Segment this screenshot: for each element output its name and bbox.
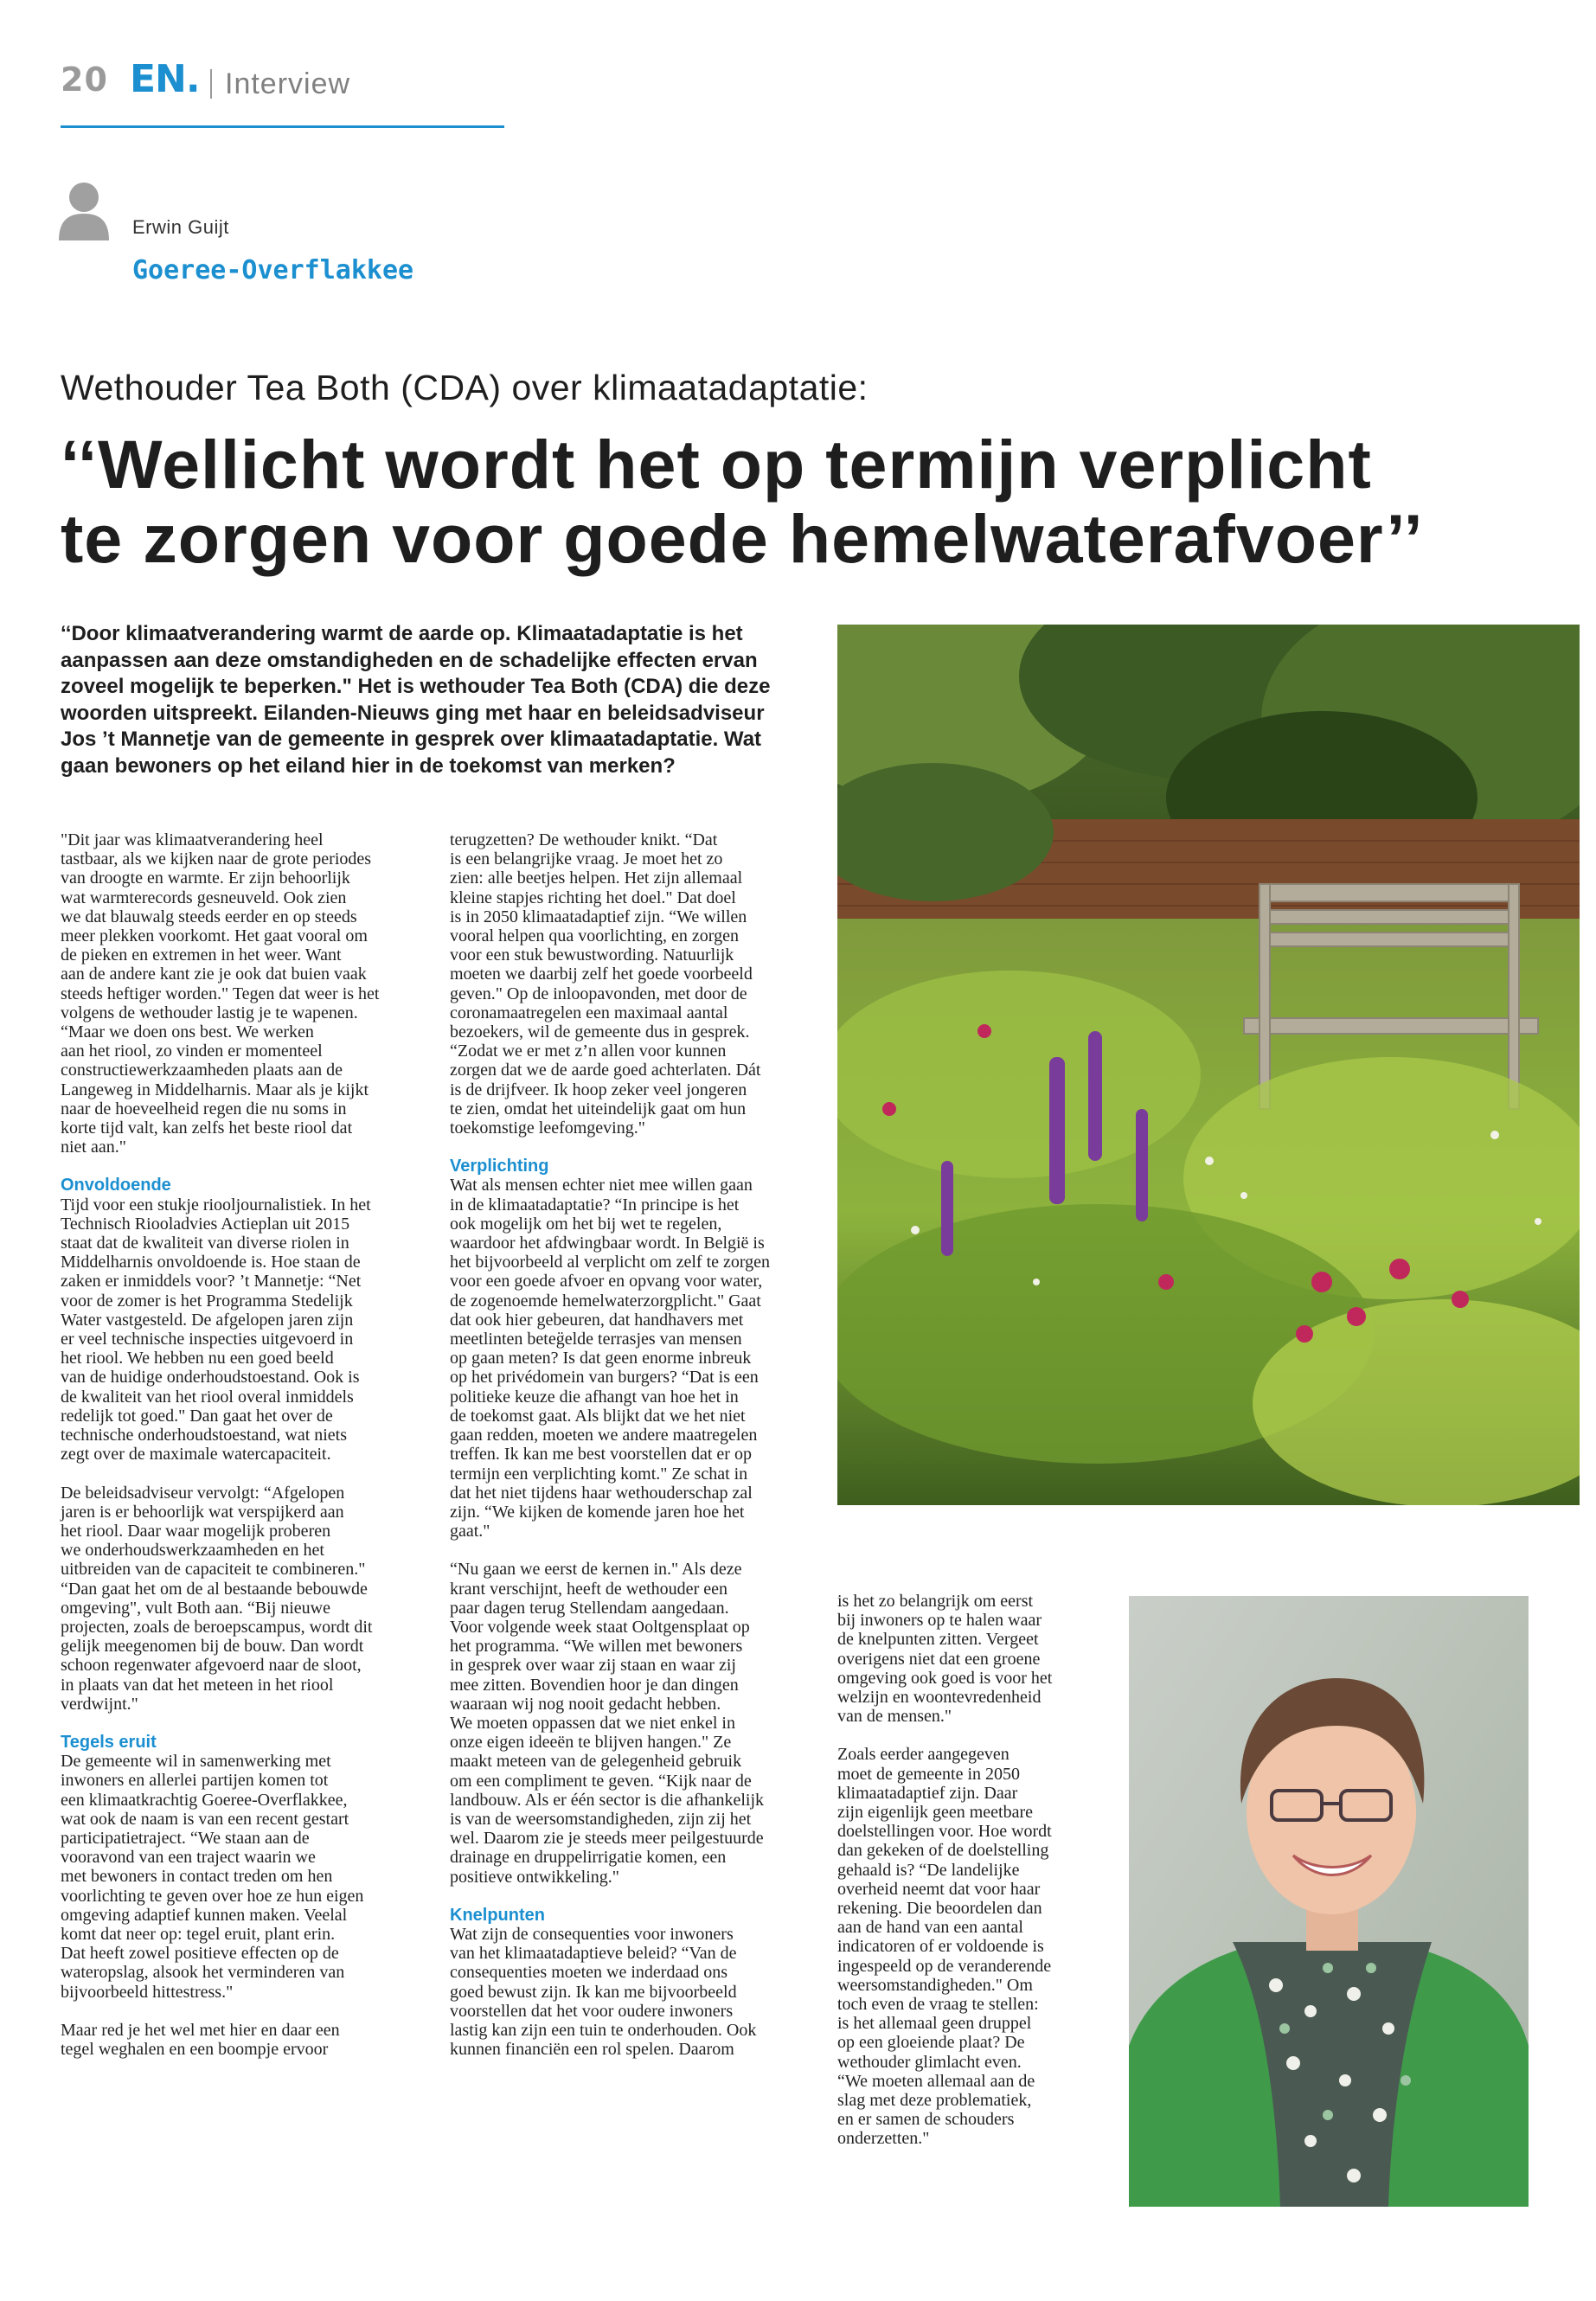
text-line: voor een goede afvoer en opvang voor water, [450,1272,763,1292]
text-line: we dat blauwalg steeds eerder en op steeds [61,907,357,926]
text-line: voor de zomer is het Programma Stedelijk [61,1291,353,1311]
text-line: zaken er inmiddels voor? ’t Mannetje: “Net [61,1272,362,1292]
subheading: Tegels eruit [61,1732,157,1752]
text-line: steeds heftiger worden." Tegen dat weer is het [61,984,380,1003]
text-line: de knelpunten zitten. Vergeet [837,1630,1039,1650]
text-line: maakt meteen van de gelegenheid gebruik [450,1752,742,1772]
paragraph [837,1745,1123,2148]
text-line: technische onderhoudstoestand, wat niets [61,1426,348,1445]
text-line: wat warmterecords gesneuveld. Ook zien [61,888,347,907]
text-line: te zien, omdat het uiteindelijk gaat om hun [450,1099,747,1118]
text-line: klimaatadaptief zijn. Daar [837,1783,1018,1803]
text-line: bij inwoners op te halen waar [837,1611,1042,1631]
text-line: moet de gemeente in 2050 [837,1764,1021,1784]
text-line: Wat zijn de consequenties voor inwoners [450,1924,734,1944]
text-line: Voor volgende week staat Ooltgensplaat op [450,1617,750,1637]
lead-line: zoveel mogelijk te beperken." Het is wethouder Tea Both (CDA) die deze [61,675,771,698]
text-line: van de mensen." [837,1707,952,1727]
text-line: meetlinten beteg̈elde terrasjes van mensen [450,1330,742,1349]
text-line: jaren is er behoorlijk wat verspijkerd aan [61,1502,344,1522]
person-icon [57,180,111,240]
author-name: Erwin Guijt [132,216,229,238]
text-line: toch even de vraag te stellen: [837,1995,1039,2015]
text-line: vooral helpen qua voorlichting, en zorgen [450,926,739,946]
text-line: omgeving", vult Both aan. “Bij nieuwe [61,1598,331,1618]
text-line: projecten, zoals de beroepscampus, wordt dit [61,1617,373,1637]
lead-line: ‘‘Door klimaatverandering warmt de aarde op. Klimaatadaptatie is het [61,622,743,645]
text-line: in de klimaatadaptatie? “In principe is het [450,1195,740,1215]
text-line: is van de weersomstandigheden, zijn zij het [450,1809,752,1829]
text-line: gehaald is? “De landelijke [837,1860,1020,1880]
text-line: aan de andere kant zie je ook dat buien vaak [61,965,367,984]
text-line: waaraan wij nog nooit gedacht hebben. [450,1694,721,1714]
text-line: Middelharnis onvoldoende is. Hoe staan de [61,1253,361,1272]
text-line: van het klimaatadaptieve beleid? “Van de [450,1944,737,1964]
text-line: Zoals eerder aangegeven [837,1745,1010,1765]
lead-line: woorden uitspreekt. Eilanden-Nieuws ging met haar en beleidsadviseur [61,701,765,725]
text-line: rekening. Die beoordelen dan [837,1899,1042,1919]
text-line: welzijn en woontevredenheid [837,1688,1042,1708]
text-line: meer plekken voorkomt. Het gaat vooral om [61,926,368,946]
text-line: Wat als mensen echter niet mee willen gaan [450,1176,753,1195]
lead-line: gaan bewoners op het eiland hier in de toekomst van merken? [61,753,676,778]
text-line: wethouder glimlacht even. [837,2052,1022,2072]
header-rule [61,125,504,128]
text-line: termijn een verplichting komt." Ze schat in [450,1464,748,1484]
text-line: constructiewerkzaamheden plaats aan de [61,1061,343,1080]
text-line: naar de hoeveelheid regen die nu soms in [61,1099,347,1118]
paragraph [61,1752,441,2002]
text-line: dat het niet tijdens haar wethouderschap zal [450,1483,753,1503]
text-line: zorgen dat we de aarde goed achterlaten. Dát [450,1061,761,1080]
text-line: dan gekeken of de doelstelling [837,1841,1049,1861]
article-column-3 [837,1592,1123,2168]
text-line: van de huidige onderhoudstoestand. Ook is [61,1368,360,1388]
paragraph [450,830,830,1138]
text-line: is een belangrijke vraag. Je moet het zo [450,849,723,869]
lead-line: aanpassen aan deze omstandigheden en de schadelijke effecten ervan [61,648,758,672]
text-line: onderzetten." [837,2129,930,2149]
text-line: Langeweg in Middelharnis. Maar als je kijkt [61,1080,369,1099]
headline-line: te zorgen voor goede hemelwaterafvoer’’ [61,500,1424,577]
text-line: overheid neemt dat voor haar [837,1879,1041,1899]
text-line: Maar red je het wel met hier en daar een [61,2020,340,2040]
text-line: politieke keuze die afhangt van hoe het in [450,1387,739,1407]
text-line: inwoners en allerlei partijen komen tot [61,1771,329,1791]
text-line: in plaats van dat het meteen in het riool [61,1675,334,1695]
text-line: aan de hand van een aantal [837,1918,1023,1938]
text-line: tegel weghalen en een boompje ervoor [61,2039,329,2059]
text-line: schoon regenwater afgevoerd naar de sloot, [61,1656,362,1676]
text-line: Technisch Riooladvies Actieplan uit 2015 [61,1214,350,1234]
lead-line: Jos ’t Mannetje van de gemeente in gesprek over klimaatadaptatie. Wat [61,727,762,751]
text-line: bezoekers, wil de gemeente dus in gesprek. [450,1022,750,1042]
paragraph [61,2021,441,2059]
section-label: Interview [225,67,351,100]
subheading: Onvoldoende [61,1176,171,1195]
text-line: zien: alle beetjes helpen. Het zijn allemaal [450,868,743,888]
text-line: zijn. “We kijken de komende jaren hoe het [450,1502,745,1522]
text-line: overigens niet dat een groene [837,1649,1041,1669]
paragraph [61,830,441,1157]
text-line: vooravond van een traject waarin we [61,1848,316,1868]
text-line: "Dit jaar was klimaatverandering heel [61,830,324,849]
text-line: is in 2050 klimaatadaptief zijn. “We willen [450,907,747,926]
text-line: treffen. Ik kan me best voorstellen dat er op [450,1445,752,1465]
newspaper-logo: EN. [130,57,200,101]
header-divider [210,69,212,99]
text-line: aan het riool, zo vinden er momenteel [61,1042,323,1061]
text-line: tastbaar, als we kijken naar de grote periodes [61,849,372,869]
text-line: voor een stuk bewustwording. Natuurlijk [450,945,734,965]
text-line: kleine stapjes richting het doel." Dat doel [450,888,736,907]
text-line: indicatoren of er voldoende is [837,1937,1044,1957]
article-headline [61,427,1531,576]
text-line: omgeving adaptief kunnen maken. Veelal [61,1905,348,1925]
text-line: op een gloeiende plaat? De [837,2033,1025,2053]
text-line: We moeten oppassen dat we niet enkel in [450,1713,735,1733]
text-line: weersomstandigheden." Om [837,1975,1033,1995]
text-line: op gaan meten? Is dat geen enorme inbreuk [450,1349,752,1368]
text-line: krant verschijnt, heeft de wethouder een [450,1579,727,1599]
text-line: “Dan gaat het om de al bestaande bebouwde [61,1579,368,1599]
text-line: toekomstige leefomgeving." [450,1118,645,1138]
text-line: op het privédomein van burgers? “Dat is een [450,1368,759,1388]
article-column-1 [61,830,441,2078]
text-line: coronamaatregelen een maximaal aantal [450,1003,728,1022]
text-line: wat ook de naam is van een recent gestart [61,1809,349,1829]
article-kicker: Wethouder Tea Both (CDA) over klimaatadaptatie: [61,368,869,407]
text-line: doelstellingen voor. Hoe wordt [837,1822,1052,1842]
author-region: Goeree-Overflakkee [132,255,414,285]
text-line: we onderhoudswerkzaamheden en het [61,1541,324,1561]
article-column-2 [450,830,830,2078]
text-line: de pieken en extremen in het weer. Want [61,945,342,965]
text-line: is de drijfveer. Ik hoop zeker veel jongeren [450,1080,747,1099]
text-line: mee zitten. Bovendien hoor je dan dingen [450,1675,739,1695]
subheading: Verplichting [450,1157,549,1176]
text-line: de zogenoemde hemelwaterzorgplicht." Gaat [450,1291,761,1311]
text-line: slag met deze problematiek, [837,2091,1032,2111]
text-line: het bijvoorbeeld al verplicht om zelf te zorgen [450,1253,771,1272]
text-line: is het zo belangrijk om eerst [837,1592,1034,1611]
text-line: onze eigen ideeën te blijven hangen." Ze [450,1733,732,1753]
text-line: landbouw. Als er één sector is die afhankelijk [450,1790,765,1810]
text-line: gaat." [450,1522,490,1541]
text-line: geven." Op de inloopavonden, met door de [450,984,747,1003]
text-line: “Nu gaan we eerst de kernen in." Als deze [450,1560,742,1580]
text-line: korte tijd valt, kan zelfs het beste riool dat [61,1118,353,1138]
text-line: “Maar we doen ons best. We werken [61,1022,314,1042]
text-line: er veel technische inspecties uitgevoerd in [61,1330,354,1349]
text-line: met bewoners in contact treden om hen [61,1867,333,1887]
text-line: participatietraject. “We staan aan de [61,1828,310,1848]
text-line: wateropslag, alsook het verminderen van [61,1963,345,1983]
text-line: wel. Daarom zie je steeds meer peilgestuurde [450,1829,764,1849]
text-line: en er samen de schouders [837,2110,1015,2130]
text-line: gelijk meegenomen bij de bouw. Dan wordt [61,1637,364,1657]
text-line: van droogte en warmte. Er zijn behoorlijk [61,868,350,888]
text-line: de kwaliteit van het riool overal inmiddels [61,1387,354,1407]
text-line: goed bewust zijn. Ik kan me bijvoorbeeld [450,1982,737,2002]
text-line: lastig kan zijn een tuin te onderhouden. Ook [450,2020,757,2040]
paragraph [61,1195,441,1465]
text-line: de toekomst gaat. Als blijkt dat we het niet [450,1406,746,1426]
text-line: Water vastgesteld. De afgelopen jaren zijn [61,1310,354,1330]
text-line: De gemeente wil in samenwerking met [61,1752,331,1772]
text-line: moeten we daarbij zelf het goede voorbeeld [450,965,753,984]
text-line: het riool. Daar waar mogelijk proberen [61,1521,331,1541]
text-line: het programma. “We willen met bewoners [450,1637,743,1657]
text-line: staat dat de kwaliteit van diverse riolen in [61,1234,349,1253]
paragraph [837,1592,1123,1726]
text-line: redelijk tot goed." Dan gaat het over de [61,1406,333,1426]
text-line: om een compliment te geven. “Kijk naar de [450,1771,752,1791]
subheading: Knelpunten [450,1905,545,1925]
text-line: zegt over de maximale watercapaciteit. [61,1445,331,1465]
text-line: waardoor het afdwingbaar wordt. In België is [450,1234,765,1253]
text-line: een klimaatkrachtig Goeree-Overflakkee, [61,1790,348,1810]
paragraph [450,1560,830,1886]
article-lead [61,621,822,779]
text-line: gaan redden, moeten we andere maatregelen [450,1426,758,1445]
text-line: bijvoorbeeld hittestress." [61,1982,234,2002]
portrait-photo [1129,1596,1529,2207]
text-line: consequenties moeten we inderdaad ons [450,1963,728,1983]
garden-photo [837,625,1580,1505]
text-line: het riool. We hebben nu een goed beeld [61,1349,334,1368]
text-line: komt dat neer op: tegel eruit, plant erin. [61,1924,336,1944]
text-line: voorlichting te geven over hoe ze hun eigen [61,1886,364,1906]
text-line: uitbreiden van de capaciteit te combineren." [61,1560,366,1580]
text-line: Dat heeft zowel positieve effecten op de [61,1944,339,1964]
text-line: is het allemaal geen druppel [837,2014,1032,2034]
page-number: 20 [61,61,108,99]
text-line: De beleidsadviseur vervolgt: “Afgelopen [61,1483,345,1503]
text-line: kunnen financiën een rol spelen. Daarom [450,2040,734,2060]
text-line: volgens de wethouder lastig je te wapenen. [61,1003,358,1022]
text-line: in gesprek over waar zij staan en waar zij [450,1656,736,1676]
text-line: “Zodat we er met z’n allen voor kunnen [450,1042,727,1061]
paragraph [450,1176,830,1541]
paragraph [450,1925,830,2059]
text-line: drainage en druppelirrigatie komen, een [450,1848,727,1868]
text-line: voorstellen dat het voor oudere inwoners [450,2001,734,2021]
text-line: dat ook hier gebeuren, dat handhavers met [450,1310,744,1330]
text-line: “We moeten allemaal aan de [837,2071,1035,2091]
text-line: positieve ontwikkeling." [450,1867,619,1887]
text-line: zijn eigenlijk geen meetbare [837,1803,1034,1823]
text-line: niet aan." [61,1138,126,1157]
paragraph [61,1484,441,1714]
text-line: Tijd voor een stukje riooljournalistiek. In het [61,1195,371,1215]
text-line: ingespeeld op de veranderende [837,1956,1052,1976]
text-line: ook mogelijk om het bij wet te regelen, [450,1214,722,1234]
text-line: verdwijnt." [61,1694,138,1714]
text-line: paar dagen terug Stellendam aangedaan. [450,1598,729,1618]
text-line: omgeving ook goed is voor het [837,1668,1053,1688]
text-line: terugzetten? De wethouder knikt. “Dat [450,830,718,849]
headline-line: ‘‘Wellicht wordt het op termijn verplicht [61,426,1372,503]
